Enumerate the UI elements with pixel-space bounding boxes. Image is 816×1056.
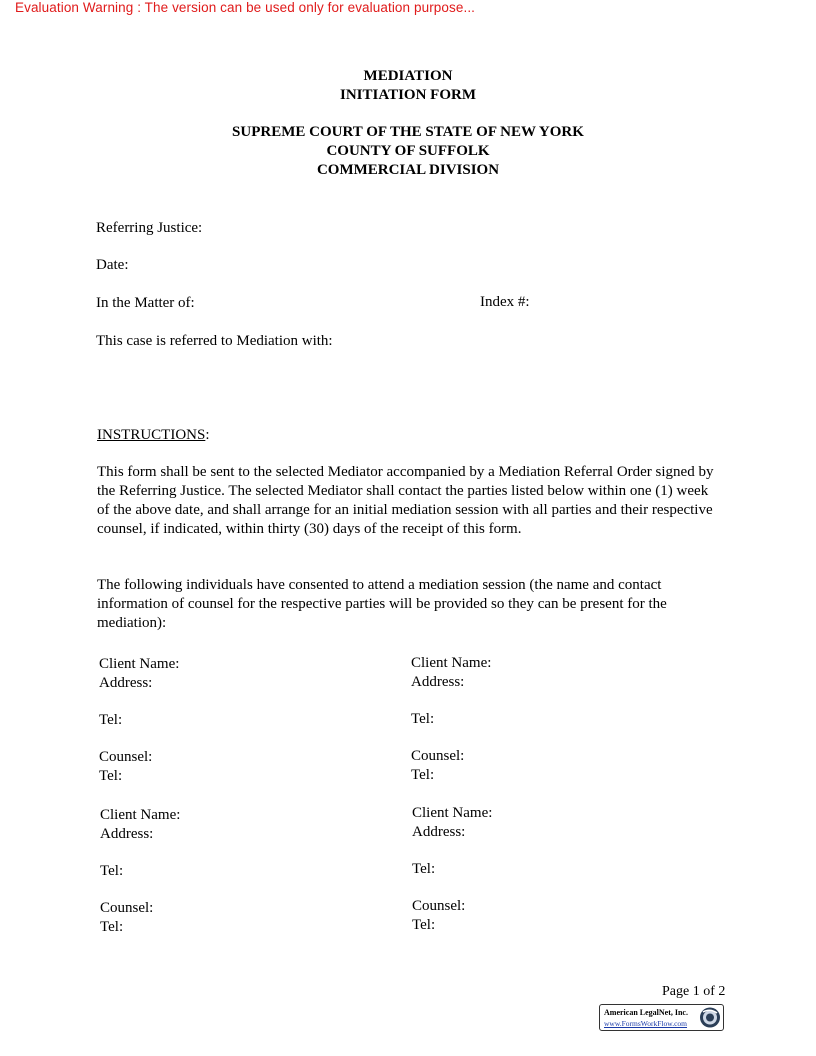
- tel-label: Tel:: [411, 711, 435, 727]
- client-name-label: Client Name:: [100, 807, 181, 823]
- client-name-label: Client Name:: [99, 656, 180, 672]
- date-label: Date:: [96, 257, 129, 273]
- instructions-heading: [97, 427, 210, 444]
- address-label: Address:: [411, 674, 465, 690]
- court-line-2: COUNTY OF SUFFOLK: [326, 143, 490, 159]
- counsel-tel-label: Tel:: [412, 917, 436, 933]
- counsel-label: Counsel:: [412, 898, 466, 914]
- tel-label: Tel:: [412, 861, 436, 877]
- tel-label: Tel:: [100, 863, 124, 879]
- client-name-label: Client Name:: [412, 805, 493, 821]
- address-label: Address:: [99, 675, 153, 691]
- party-block-right-2: [412, 804, 492, 935]
- logo-company-name: American LegalNet, Inc.: [604, 1008, 688, 1017]
- matter-label: In the Matter of:: [96, 295, 195, 311]
- referring-justice-label: Referring Justice:: [96, 220, 203, 236]
- counsel-label: Counsel:: [99, 749, 153, 765]
- logo-website-link[interactable]: www.FormsWorkFlow.com: [604, 1019, 688, 1028]
- counsel-tel-label: Tel:: [100, 919, 124, 935]
- court-line-3: COMMERCIAL DIVISION: [316, 162, 500, 178]
- instructions-colon: :: [205, 427, 210, 443]
- court-line-1: SUPREME COURT OF THE STATE OF NEW YORK: [232, 124, 584, 140]
- counsel-tel-label: Tel:: [411, 767, 435, 783]
- address-label: Address:: [100, 826, 154, 842]
- counsel-tel-label: Tel:: [99, 768, 123, 784]
- tel-label: Tel:: [99, 712, 123, 728]
- index-label: Index #:: [480, 294, 530, 310]
- americanlegalnet-logo[interactable]: [599, 1004, 724, 1031]
- counsel-label: Counsel:: [411, 748, 465, 764]
- party-block-left-2: [100, 806, 180, 937]
- referred-label: This case is referred to Mediation with:: [96, 333, 333, 349]
- court-heading: [0, 123, 816, 180]
- party-block-left-1: [99, 655, 179, 786]
- address-label: Address:: [412, 824, 466, 840]
- form-title: [0, 67, 816, 105]
- instructions-paragraph-1: This form shall be sent to the selected Mediator accompanied by a Mediation Referral Order signed by the Referring Justice. The selected Mediator shall contact the parties listed below within one (1) week of the above date, and shall arrange for an initial mediation session with all parties and their respective counsel, if indicated, within thirty (30) days of the receipt of this form.: [97, 464, 714, 537]
- globe-icon: [699, 1006, 721, 1029]
- evaluation-warning: Evaluation Warning : The version can be used only for evaluation purpose...: [15, 0, 476, 15]
- instructions-paragraph-2: The following individuals have consented to attend a mediation session (the name and contact information of counsel for the respective parties will be provided so they can be present for the mediation):: [97, 577, 667, 631]
- page-number: Page 1 of 2: [662, 984, 726, 999]
- party-block-right-1: [411, 654, 491, 785]
- title-line-2: INITIATION FORM: [340, 87, 476, 103]
- client-name-label: Client Name:: [411, 655, 492, 671]
- title-line-1: MEDIATION: [363, 68, 453, 84]
- counsel-label: Counsel:: [100, 900, 154, 916]
- instructions-heading-text: INSTRUCTIONS: [97, 427, 206, 443]
